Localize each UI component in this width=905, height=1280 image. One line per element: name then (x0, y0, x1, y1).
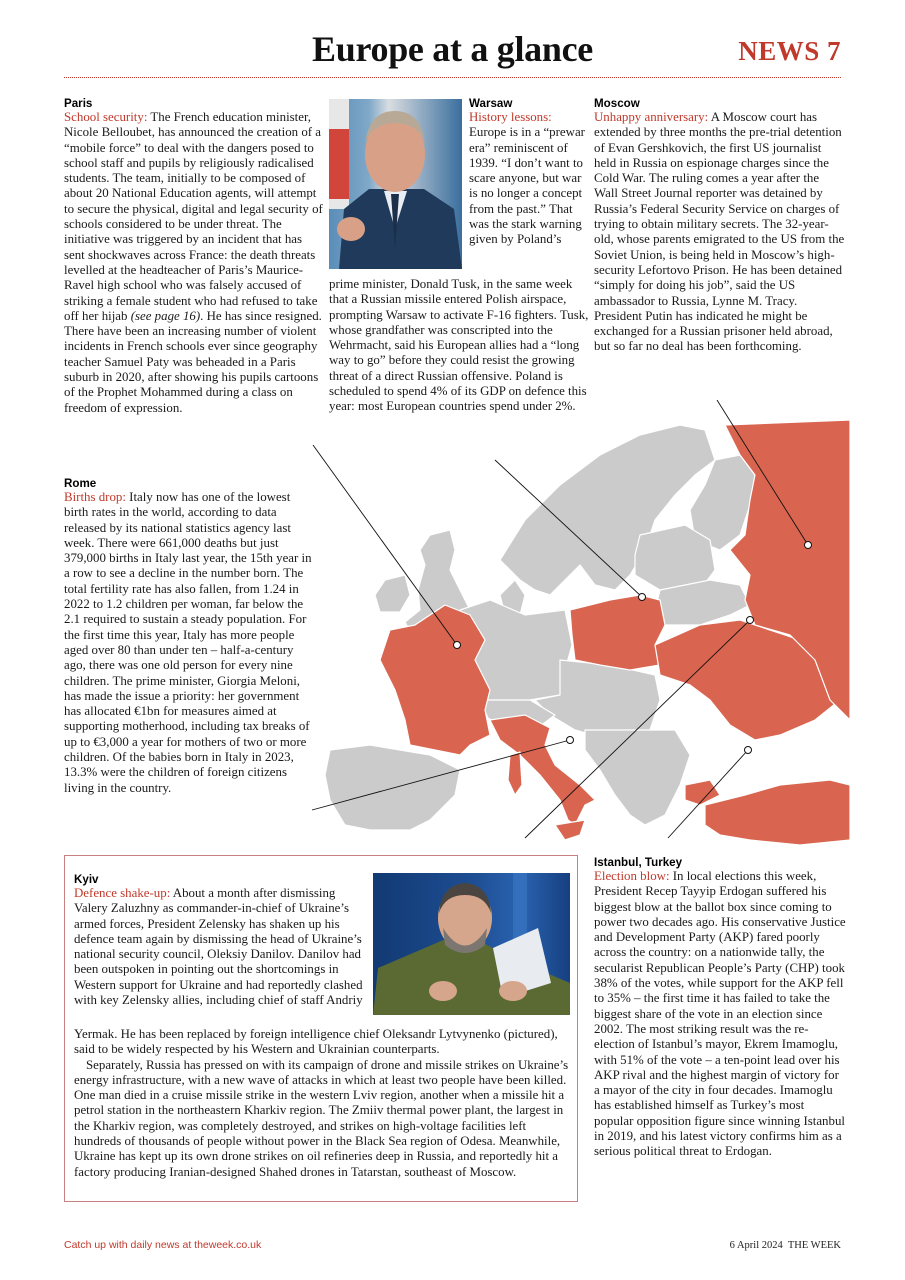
story-body-cont: prime minister, Donald Tusk, in the same week that a Russian missile entered Polish airspace, prompting Warsaw to activate F-16 fighters. Tusk, whose grandfather was conscripted into the Wehrmacht, said his European allies had a “long way to go” before they could resist the growing threat of a direct Russian offensive. Poland is scheduled to spend 4% of its GDP on defence this year: most European countries spend under 2%. (329, 277, 589, 414)
map-sardinia (508, 752, 522, 795)
story-kicker: Election blow: (594, 869, 670, 883)
story-body: The French education minister, Nicole Belloubet, has announced the creation of a “mobile force” to deal with the dangers posed to school staff and pupils by religiously radicalised students. The team, initially to be composed of about 20 National Education agents, will attempt to secure the physical, digital and legal security of schools considered to be under threat. The initiative was triggered by an incident that has sent shockwaves across France: the death threats levelled at the headteacher of Paris’s Maurice-Ravel high school who was falsely accused of striking a female student who had refused to take off her hijab (64, 110, 323, 323)
story-kyiv (74, 873, 370, 1008)
pin-rome (567, 737, 574, 744)
story-kicker: Unhappy anniversary: (594, 110, 709, 124)
map-turkey (705, 780, 850, 845)
story-body: Europe is in a “prewar era” reminiscent of 1939. “I don’t want to scare anyone, but war is no longer a concept from the past.” That was the stark warning given by Poland’s (469, 125, 585, 247)
map-iberia (325, 745, 460, 830)
header-rule (64, 77, 841, 78)
story-place: Warsaw (469, 97, 513, 110)
issue-date: 6 April 2024 (729, 1240, 783, 1251)
page-title: Europe at a glance (312, 29, 593, 69)
story-warsaw (469, 97, 589, 248)
map-poland (570, 595, 665, 670)
pin-warsaw (639, 594, 646, 601)
story-body: A Moscow court has extended by three months the pre-trial detention of Evan Gershkovich, the first US journalist held in Russia on espionage charges since the Cold War. The ruling comes a year after the Wall Street Journal reporter was detained by Russia’s Federal Security Service on charges of trying to obtain military secrets. The 32-year-old, whose parents emigrated to the US from the Soviet Union, is being held in Moscow’s high-security Lefortovo Prison. He has been detained “simply for doing his job”, said the US ambassador to Russia, Lynne M. Tracy. President Putin has indicated he might be exchanged for a Russian prisoner held abroad, but so far no deal has been forthcoming. (594, 110, 845, 354)
story-istanbul (594, 856, 846, 1160)
map-turkey-thrace (685, 780, 720, 805)
story-warsaw-continued (329, 277, 591, 415)
story-kicker: History lessons: (469, 110, 552, 124)
story-paris (64, 97, 326, 416)
story-kyiv-continued (74, 1027, 572, 1180)
map-sicily (555, 820, 585, 840)
story-body: In local elections this week, President Recep Tayyip Erdogan suffered his biggest blow at the ballot box since coming to power two decades ago. His conservative Justice and Development Party (AKP) fared poorly across the country: on a nationwide tally, the secularist Republican People’s Party (CHP) took 38% of the votes, while support for the AKP fell to 35% – the first time it has failed to take the biggest share of the vote in an election since 2002. The most striking result was the re-election of Istanbul’s mayor, Ekrem Imamoglu, with 51% of the vote – a ten-point lead over his AKP rival and the highest margin of victory for a mayor of the city in four decades. Imamoglu has established himself as Turkey’s most popular opposition figure since winning Istanbul in 2019, and his latest victory confirms him as a serious political threat to Erdogan. (594, 869, 846, 1159)
story-body-cont: . He has since resigned. There have been an increasing number of violent incidents in French schools ever since geography teacher Samuel Paty was beheaded in a Paris suburb in 2020, after showing his pupils cartoons of the Prophet Mohammed during a class on freedom of expression. (64, 308, 322, 415)
pin-paris (454, 642, 461, 649)
pin-moscow (805, 542, 812, 549)
portrait-icon (373, 873, 570, 1015)
story-place: Istanbul, Turkey (594, 856, 683, 869)
story-kicker: School security: (64, 110, 148, 124)
map-balkans (585, 730, 690, 825)
map-ireland (375, 575, 410, 612)
story-place: Kyiv (74, 873, 99, 886)
story-body: Italy now has one of the lowest birth rates in the world, according to data released by its national statistics agency last week. There were 661,000 deaths but just 379,000 births in Italy last year, the 15th year in a row to see a decline in the number born. The total fertility rate has also fallen, from 1.24 in 2022 to 1.2 children per woman, far below the 2.1 required to sustain a steady population. For the first time this year, Italy has more people aged over 80 than under ten – half-a-century ago, there was one old person for every nine children. The prime minister, Giorgia Meloni, has made the issue a priority: her government has allocated €1bn for measures aimed at supporting motherhood, including tax breaks of up to €3,000 a year for mothers of two or more children. Of the babies born in Italy in 2023, 13.3% were the children of foreign citizens living in the country. (64, 490, 312, 795)
story-place: Moscow (594, 97, 640, 110)
story-body-para2: Separately, Russia has pressed on with its campaign of drone and missile strikes on Ukraine’s energy infrastructure, with a new wave of attacks in which at least two people have been killed. One man died in a cruise missile strike in the western Lviv region, another when a missile hit a petrol station in the northeastern Kharkiv region. The Zmiiv thermal power plant, the largest in the Kharkiv region, was completely destroyed, and strikes on high-voltage facilities left hundreds of thousands of people without power in the Black Sea region of Odesa. Meanwhile, Ukraine has kept up its own drone strikes on oil refineries deep in Russia, and reportedly hit a factory producing Iranian-designed Shahed drones in Tatarstan, southeast of Moscow. (74, 1057, 569, 1179)
story-rome (64, 477, 314, 796)
story-kicker: Defence shake-up: (74, 886, 171, 900)
publication-name: THE WEEK (787, 1240, 841, 1251)
pin-istanbul (745, 747, 752, 754)
europe-map (310, 400, 850, 850)
portrait-icon (329, 99, 462, 269)
story-place: Rome (64, 477, 97, 490)
tusk-photo (329, 99, 462, 269)
story-body-cont: Yermak. He has been replaced by foreign intelligence chief Oleksandr Lytvynenko (pictured), said to be widely respected by his Western and Ukrainian counterparts. (74, 1027, 558, 1057)
pin-kyiv (747, 617, 754, 624)
story-kicker: Births drop: (64, 490, 126, 504)
footer-issue-info (730, 1240, 841, 1251)
website-promo-link[interactable]: Catch up with daily news at theweek.co.uk (64, 1239, 262, 1251)
map-france (380, 605, 490, 755)
lytvynenko-photo (373, 873, 570, 1015)
story-moscow (594, 97, 846, 355)
story-place: Paris (64, 97, 93, 110)
section-label: NEWS 7 (738, 36, 841, 66)
story-body: About a month after dismissing Valery Zaluzhny as commander-in-chief of Ukraine’s armed forces, President Zelensky has shaken up his defence team again by dismissing the head of Ukraine’s national security council, Oleksiy Danilov. Danilov had been outspoken in pointing out the shortcomings in Western support for Ukraine and had reportedly clashed with key Zelensky allies, including chief of staff Andriy (74, 886, 363, 1008)
page-reference: (see page 16) (130, 308, 201, 323)
